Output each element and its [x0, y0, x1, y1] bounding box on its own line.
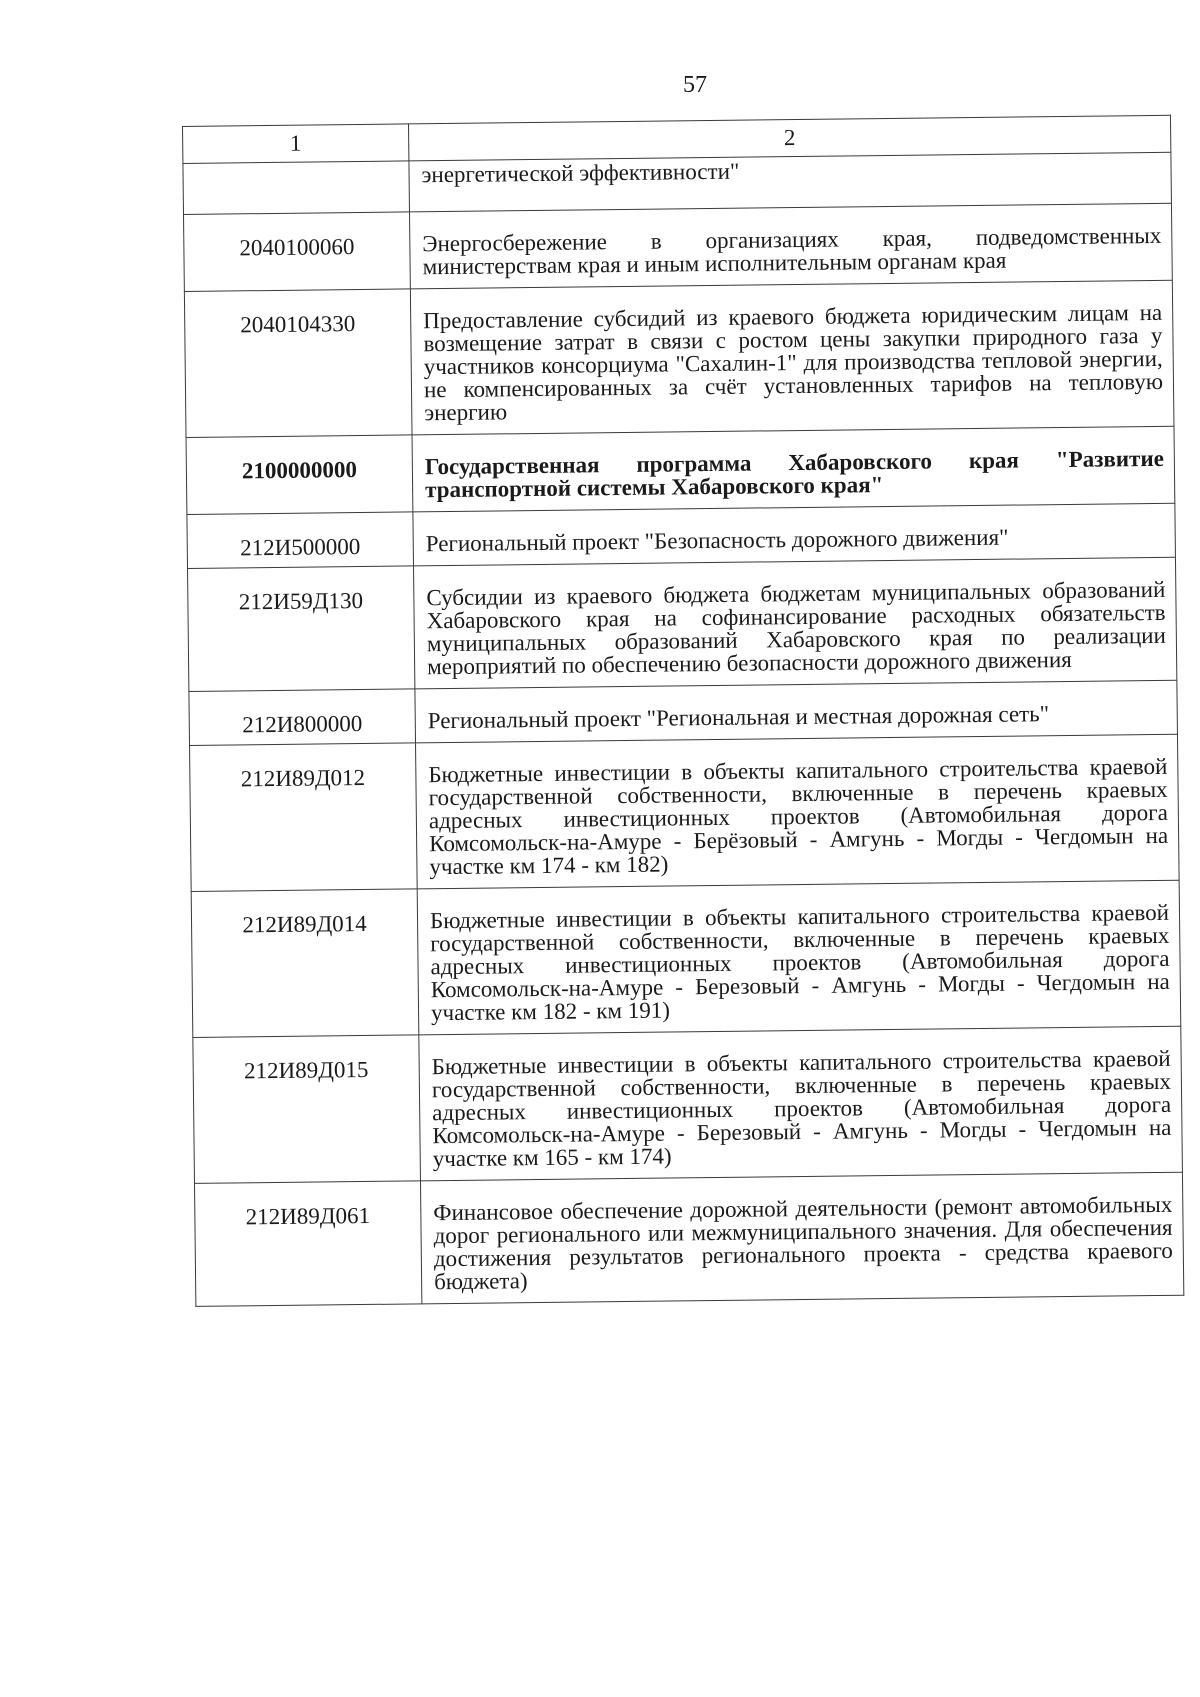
- table-row: [190, 734, 1180, 891]
- column-header-2: 2: [408, 115, 1170, 161]
- budget-code-cell: 212И89Д061: [194, 1181, 421, 1307]
- description-cell: Бюджетные инвестиции в объекты капитального строительства краевой государственной собственности, включенные в перечень краевых адресных инвестиционных проектов (Автомобильная дорога Комсомольск-на-Амуре - Берёзовый - Амгунь - Могды - Чегдомын на участке км 174 - км 182): [416, 734, 1180, 889]
- description-cell: энергетической эффективности": [409, 152, 1172, 212]
- table-row: [188, 557, 1177, 691]
- description-cell: Государственная программа Хабаровского края "Развитие транспортной системы Хабаровского края": [412, 426, 1175, 512]
- description-cell: Региональный проект "Безопасность дорожного движения": [413, 503, 1176, 566]
- budget-code-cell: 212И89Д014: [191, 889, 419, 1038]
- budget-classification-table: [182, 115, 1184, 1307]
- table-row: [193, 1026, 1183, 1183]
- budget-code-cell: 2040104330: [184, 289, 412, 438]
- table-row: [186, 426, 1175, 514]
- table-row: [194, 1172, 1183, 1306]
- budget-table-container: [182, 115, 1183, 1307]
- budget-code-cell: 212И89Д015: [193, 1035, 421, 1184]
- budget-code-cell: 212И59Д130: [188, 566, 415, 692]
- description-cell: Бюджетные инвестиции в объекты капитального строительства краевой государственной собственности, включенные в перечень краевых адресных инвестиционных проектов (Автомобильная дорога Комсомольск-на-Амуре - Березовый - Амгунь - Могды - Чегдомын на участке км 182 - км 191): [417, 880, 1181, 1035]
- budget-code-cell: 2040100060: [184, 212, 411, 292]
- page-number: 57: [683, 72, 707, 98]
- description-cell: Региональный проект "Региональная и местная дорожная сеть": [415, 680, 1178, 743]
- table-row: [184, 203, 1173, 291]
- budget-code-cell: [183, 161, 410, 215]
- description-cell: Субсидии из краевого бюджета бюджетам муниципальных образований Хабаровского края на софинансирование расходных обязательств муниципальных образований Хабаровского края по реализации мероприятий по обеспечению безопасности дорожного движения: [414, 557, 1177, 689]
- description-cell: Энергосбережение в организациях края, подведомственных министерствам края и иным исполнительным органам края: [409, 203, 1172, 289]
- description-cell: Предоставление субсидий из краевого бюджета юридическим лицам на возмещение затрат в связи с ростом цены закупки природного газа у участников консорциума "Сахалин-1" для производства тепловой энергии, не компенсированных за счёт установленных тарифов на тепловую энергию: [410, 280, 1174, 435]
- description-cell: Финансовое обеспечение дорожной деятельности (ремонт автомобильных дорог регионального или межмуниципального значения. Для обеспечения достижения результатов регионального проекта - средства краевого бюджета): [420, 1172, 1183, 1304]
- budget-code-cell: 2100000000: [186, 435, 413, 515]
- description-cell: Бюджетные инвестиции в объекты капитального строительства краевой государственной собственности, включенные в перечень краевых адресных инвестиционных проектов (Автомобильная дорога Комсомольск-на-Амуре - Березовый - Амгунь - Могды - Чегдомын на участке км 165 - км 174): [419, 1026, 1183, 1181]
- table-row: [184, 280, 1174, 437]
- budget-code-cell: 212И500000: [187, 512, 414, 569]
- budget-code-cell: 212И89Д012: [190, 743, 418, 892]
- column-header-1: 1: [183, 124, 409, 164]
- budget-code-cell: 212И800000: [189, 689, 416, 746]
- table-row: [191, 880, 1181, 1037]
